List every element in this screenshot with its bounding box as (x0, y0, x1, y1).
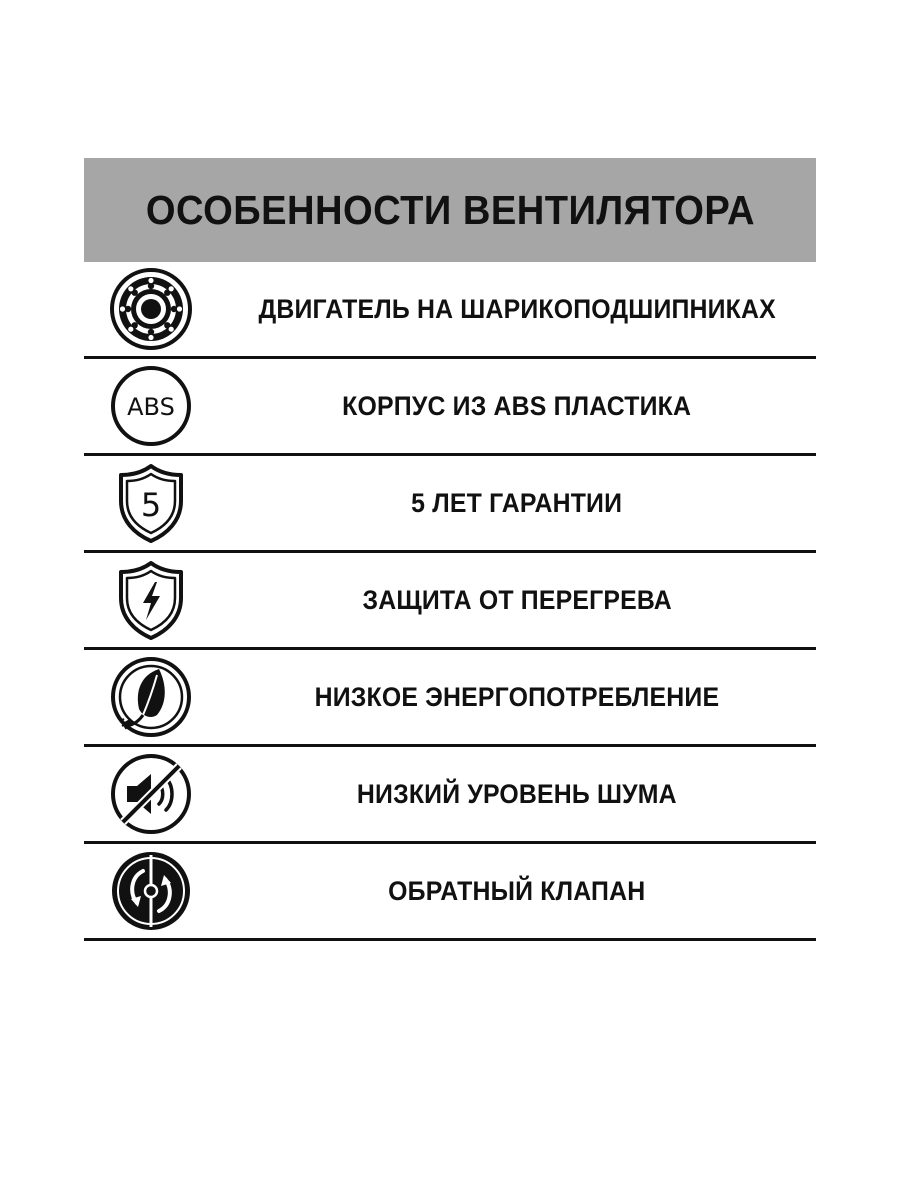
feature-label: ОБРАТНЫЙ КЛАПАН (388, 875, 646, 906)
check-valve-icon (84, 844, 218, 938)
feature-row (84, 844, 816, 941)
feature-label: ЗАЩИТА ОТ ПЕРЕГРЕВА (362, 584, 672, 615)
speaker-muted-icon (84, 747, 218, 841)
ball-bearing-icon (84, 262, 218, 356)
feature-row (84, 262, 816, 359)
feature-label: 5 ЛЕТ ГАРАНТИИ (411, 487, 623, 518)
feature-list (84, 262, 816, 941)
feature-row (84, 359, 816, 456)
shield-5-icon-text: 5 (140, 486, 162, 524)
shield-5-icon (84, 456, 218, 550)
feature-row (84, 747, 816, 844)
page-title: ОСОБЕННОСТИ ВЕНТИЛЯТОРА (145, 186, 755, 233)
feature-label: НИЗКИЙ УРОВЕНЬ ШУМА (357, 778, 677, 809)
feature-label: ДВИГАТЕЛЬ НА ШАРИКОПОДШИПНИКАХ (258, 293, 776, 324)
feature-label: КОРПУС ИЗ ABS ПЛАСТИКА (342, 390, 692, 421)
feature-label: НИЗКОЕ ЭНЕРГОПОТРЕБЛЕНИЕ (314, 681, 720, 712)
shield-lightning-icon (84, 553, 218, 647)
abs-icon (84, 359, 218, 453)
header-banner (84, 158, 816, 262)
feature-row (84, 650, 816, 747)
abs-icon-text: ABS (127, 393, 175, 421)
feature-row (84, 456, 816, 553)
leaf-plug-icon (84, 650, 218, 744)
feature-row (84, 553, 816, 650)
